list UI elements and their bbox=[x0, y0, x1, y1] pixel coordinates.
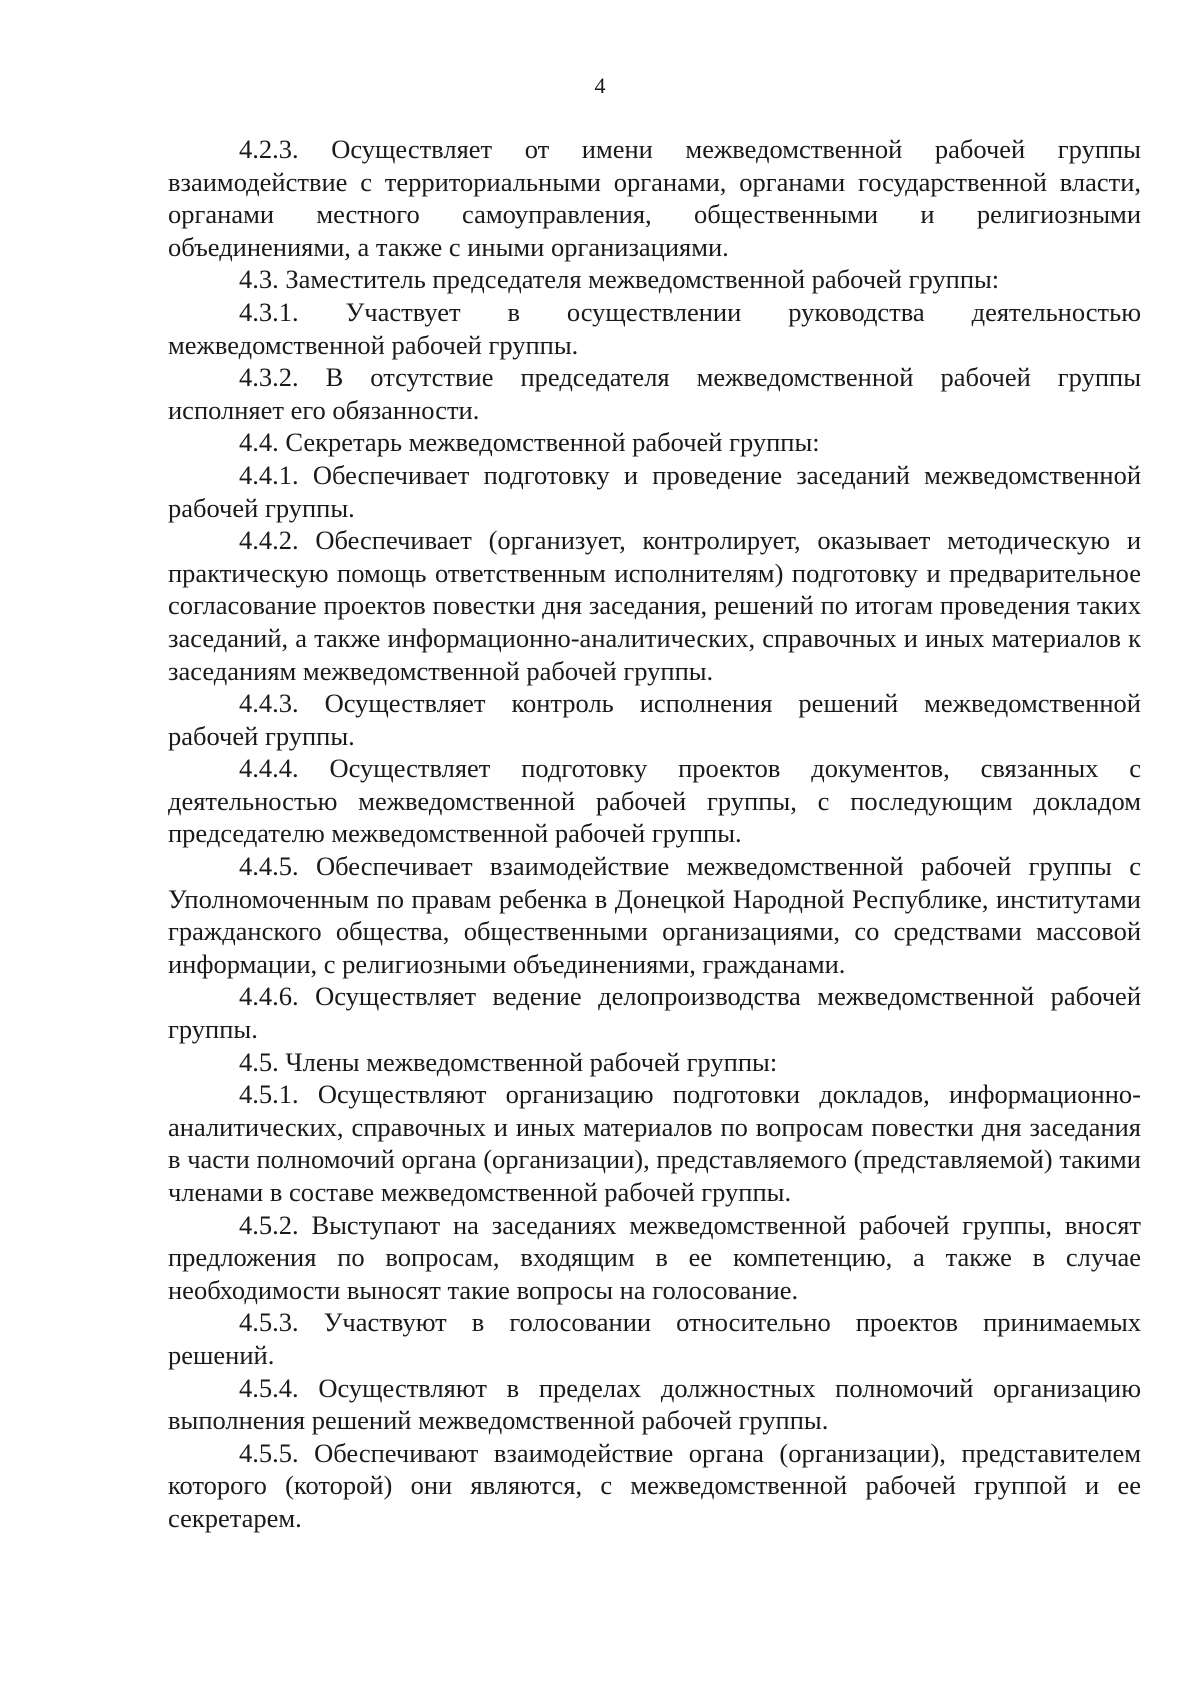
paragraph-4-5-2: 4.5.2. Выступают на заседаниях межведомственной рабочей группы, вносят предложения по вопросам, входящим в ее компетенцию, а также в случае необходимости выносят такие вопросы на голосование. bbox=[168, 1209, 1141, 1305]
paragraph-4-4-4: 4.4.4. Осуществляет подготовку проектов документов, связанных с деятельностью межведомственной рабочей группы, с последующим докладом председателю межведомственной рабочей группы. bbox=[168, 753, 1141, 849]
page-number: 4 bbox=[594, 73, 606, 98]
paragraph-4-4-3: 4.4.3. Осуществляет контроль исполнения решений межведомственной рабочей группы. bbox=[168, 688, 1141, 751]
paragraph-4-3-2: 4.3.2. В отсутствие председателя межведомственной рабочей группы исполняет его обязанности. bbox=[168, 362, 1141, 425]
paragraph-4-3-1: 4.3.1. Участвует в осуществлении руководства деятельностью межведомственной рабочей группы. bbox=[168, 296, 1141, 360]
paragraph-4-3: 4.3. Заместитель председателя межведомственной рабочей группы: bbox=[239, 264, 1000, 295]
paragraph-4-4: 4.4. Секретарь межведомственной рабочей группы: bbox=[239, 427, 820, 458]
paragraph-4-5-3: 4.5.3. Участвуют в голосовании относительно проектов принимаемых решений. bbox=[168, 1307, 1141, 1370]
paragraph-4-5-5: 4.5.5. Обеспечивают взаимодействие органа (организации), представителем которого (которой) они являются, с межведомственной рабочей группой и ее секретарем. bbox=[168, 1437, 1141, 1533]
paragraph-4-5-4: 4.5.4. Осуществляют в пределах должностных полномочий организацию выполнения решений межведомственной рабочей группы. bbox=[168, 1372, 1141, 1436]
paragraph-4-5-1: 4.5.1. Осуществляют организацию подготовки докладов, информационно-аналитических, справочных и иных материалов по вопросам повестки дня заседания в части полномочий органа (организации), представляемого (представляемой) такими членами в составе межведомственной рабочей группы. bbox=[168, 1079, 1141, 1207]
document-body bbox=[168, 133, 1141, 1535]
paragraph-4-2-3: 4.2.3. Осуществляет от имени межведомственной рабочей группы взаимодействие с территориальными органами, органами государственной власти, органами местного самоуправления, общественными и религиозными объединениями, а также с иными организациями. bbox=[168, 134, 1141, 262]
paragraph-4-4-1: 4.4.1. Обеспечивает подготовку и проведение заседаний межведомственной рабочей группы. bbox=[168, 459, 1141, 523]
paragraph-4-4-5: 4.4.5. Обеспечивает взаимодействие межведомственной рабочей группы с Уполномоченным по правам ребенка в Донецкой Народной Республике, институтами гражданского общества, общественными организациями, со средствами массовой информации, с религиозными объединениями, гражданами. bbox=[168, 851, 1141, 979]
paragraph-4-4-6: 4.4.6. Осуществляет ведение делопроизводства межведомственной рабочей группы. bbox=[168, 981, 1141, 1045]
paragraph-4-4-2: 4.4.2. Обеспечивает (организует, контролирует, оказывает методическую и практическую помощь ответственным исполнителям) подготовку и предварительное согласование проектов повестки дня заседания, решений по итогам проведения таких заседаний, а также информационно-аналитических, справочных и иных материалов к заседаниям межведомственной рабочей группы. bbox=[168, 525, 1141, 686]
paragraph-4-5: 4.5. Члены межведомственной рабочей группы: bbox=[239, 1046, 778, 1077]
